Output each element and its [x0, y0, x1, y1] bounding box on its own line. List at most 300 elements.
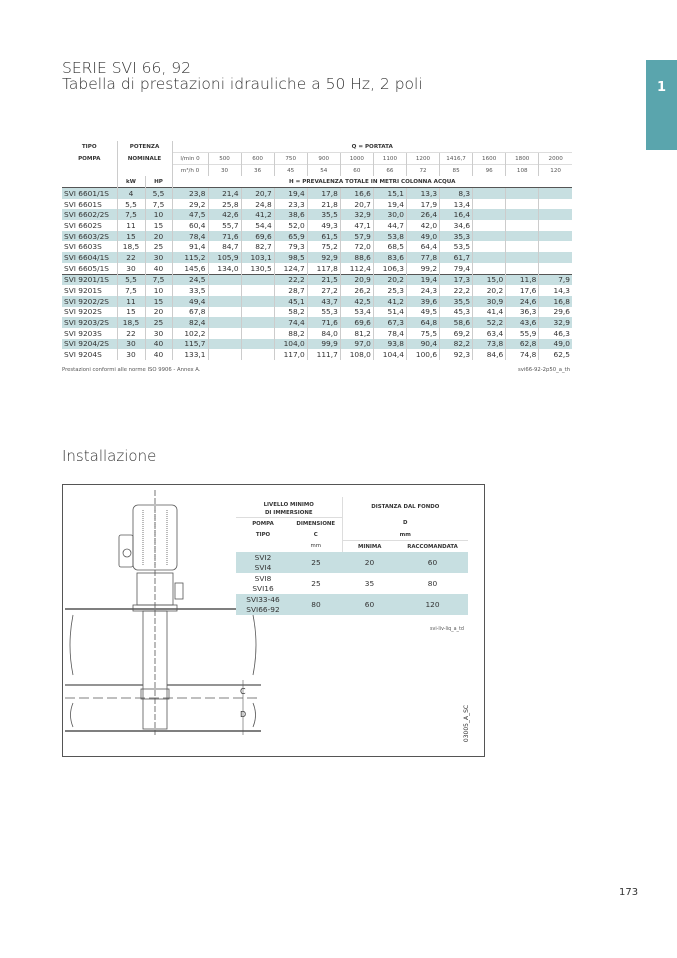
- flow-m3h: m³/h 0: [172, 165, 208, 177]
- head-cell: 41,4: [473, 307, 506, 318]
- head-cell: 102,2: [172, 328, 208, 339]
- page-title: SERIE SVI 66, 92 Tabella di prestazioni idrauliche a 50 Hz, 2 poli: [62, 59, 423, 93]
- head-cell: 44,7: [373, 220, 406, 231]
- head-cell: 49,3: [307, 220, 340, 231]
- table-row: [62, 274, 572, 285]
- head-cell: 81,2: [340, 328, 373, 339]
- head-cell: [506, 188, 539, 199]
- pump-model: SVI 9202/2S: [62, 296, 117, 307]
- flow-lmin: 1000: [340, 153, 373, 165]
- pump-model: SVI 9201S: [64, 286, 102, 296]
- head-cell: 47,5: [172, 209, 208, 220]
- head-cell: 34,6: [440, 220, 473, 231]
- head-cell: 111,7: [307, 349, 340, 360]
- head-cell: [539, 231, 572, 242]
- flow-lmin: 1200: [406, 153, 439, 165]
- head-cell: [473, 188, 506, 199]
- power-cell: 5,5: [145, 188, 172, 199]
- head-cell: 11,8: [506, 274, 539, 285]
- head-cell: 105,9: [208, 252, 241, 263]
- q-label: Q = PORTATA: [172, 141, 572, 153]
- head-cell: [506, 231, 539, 242]
- col-hp: HP: [145, 176, 172, 188]
- head-cell: 19,4: [274, 188, 307, 199]
- table-row: [236, 594, 468, 615]
- power-cell: 18,5: [117, 241, 145, 252]
- head-cell: 78,4: [172, 231, 208, 242]
- flow-lmin: 1600: [473, 153, 506, 165]
- head-cell: 88,2: [274, 328, 307, 339]
- head-cell: 20,2: [473, 285, 506, 296]
- value-rac: 80: [427, 578, 438, 588]
- h-pompa: POMPA: [236, 518, 290, 530]
- head-cell: [208, 307, 241, 318]
- head-cell: [208, 339, 241, 350]
- head-cell: 35,5: [307, 209, 340, 220]
- flow-m3h: 54: [307, 165, 340, 177]
- head-cell: 74,8: [506, 349, 539, 360]
- head-cell: 25,3: [373, 285, 406, 296]
- head-cell: 63,4: [473, 328, 506, 339]
- head-cell: 35,3: [440, 231, 473, 242]
- h-d: D: [403, 520, 408, 527]
- table-row: [62, 209, 572, 220]
- head-cell: 45,3: [440, 307, 473, 318]
- head-cell: [539, 263, 572, 274]
- value-rac: 60: [397, 552, 468, 573]
- power-cell: 11: [117, 296, 145, 307]
- head-cell: [241, 274, 274, 285]
- head-cell: 106,3: [373, 263, 406, 274]
- section-tab: 1: [646, 60, 677, 150]
- head-cell: 46,3: [539, 328, 572, 339]
- head-cell: 25,8: [208, 199, 241, 210]
- head-cell: 69,6: [241, 231, 274, 242]
- flow-lmin: 500: [208, 153, 241, 165]
- head-cell: 65,9: [274, 231, 307, 242]
- power-cell: 30: [117, 349, 145, 360]
- value-rac: 120: [397, 594, 468, 615]
- table-row: [62, 339, 572, 350]
- head-cell: 41,2: [373, 296, 406, 307]
- pump-model: SVI 9204S: [64, 350, 102, 360]
- head-cell: 90,4: [406, 339, 439, 350]
- power-cell: 7,5: [145, 199, 172, 210]
- head-cell: 19,4: [373, 199, 406, 210]
- head-cell: 24,3: [406, 285, 439, 296]
- power-cell: 25: [145, 241, 172, 252]
- power-cell: 5,5: [117, 199, 145, 210]
- pump-type-line: SVI4: [254, 562, 272, 572]
- power-cell: 5,5: [117, 274, 145, 285]
- immersion-table: [236, 497, 468, 615]
- table-row: [62, 285, 572, 296]
- pump-model: SVI 6602/2S: [62, 209, 117, 220]
- head-cell: 28,7: [274, 285, 307, 296]
- flow-lmin: 900: [307, 153, 340, 165]
- section-title: Installazione: [62, 447, 157, 465]
- label-d: D: [240, 710, 247, 719]
- head-cell: 115,2: [172, 252, 208, 263]
- head-cell: 20,2: [373, 274, 406, 285]
- table-row: [62, 252, 572, 263]
- head-cell: 98,5: [274, 252, 307, 263]
- head-cell: 49,5: [406, 307, 439, 318]
- head-cell: 55,9: [506, 328, 539, 339]
- head-cell: 71,6: [208, 231, 241, 242]
- head-cell: 19,4: [406, 274, 439, 285]
- head-cell: [539, 188, 572, 199]
- head-cell: [473, 241, 506, 252]
- head-cell: 26,4: [406, 209, 439, 220]
- head-cell: 23,3: [274, 199, 307, 210]
- flow-m3h: 36: [241, 165, 274, 177]
- head-cell: [473, 263, 506, 274]
- head-cell: 38,6: [274, 209, 307, 220]
- pump-model: SVI 6601S: [64, 199, 102, 209]
- head-cell: [473, 209, 506, 220]
- head-cell: 79,4: [440, 263, 473, 274]
- head-cell: 112,4: [340, 263, 373, 274]
- head-cell: 13,4: [440, 199, 473, 210]
- head-cell: 55,7: [208, 220, 241, 231]
- value-c: 25: [311, 578, 321, 588]
- power-cell: 30: [145, 328, 172, 339]
- head-cell: 47,1: [340, 220, 373, 231]
- head-cell: 82,2: [440, 339, 473, 350]
- head-cell: [208, 274, 241, 285]
- pump-type: [236, 573, 290, 594]
- table-row: [62, 188, 572, 199]
- power-cell: 20: [145, 231, 172, 242]
- col-nominale: NOMINALE: [117, 153, 172, 165]
- head-cell: 49,4: [172, 296, 208, 307]
- head-cell: 92,9: [307, 252, 340, 263]
- power-cell: 20: [145, 307, 172, 318]
- head-cell: 134,0: [208, 263, 241, 274]
- power-cell: 30: [117, 339, 145, 350]
- head-cell: 24,8: [241, 199, 274, 210]
- head-cell: 108,0: [340, 349, 373, 360]
- h-mm2: mm: [290, 541, 342, 553]
- power-cell: 11: [117, 220, 145, 231]
- head-cell: 20,7: [340, 199, 373, 210]
- head-cell: 99,2: [406, 263, 439, 274]
- head-cell: [241, 328, 274, 339]
- head-cell: 77,8: [406, 252, 439, 263]
- head-cell: 24,6: [506, 296, 539, 307]
- head-cell: 32,9: [340, 209, 373, 220]
- head-cell: [539, 220, 572, 231]
- head-cell: 67,8: [172, 307, 208, 318]
- head-cell: 16,8: [539, 296, 572, 307]
- head-cell: 53,4: [340, 307, 373, 318]
- pump-model: SVI 6605/1S: [64, 263, 109, 273]
- value-c: 25: [290, 552, 342, 573]
- pump-installation-drawing: [63, 485, 263, 757]
- pump-model: SVI 9204/2S: [62, 339, 117, 350]
- head-cell: 43,6: [506, 317, 539, 328]
- pump-type-line: SVI33-46: [246, 594, 280, 604]
- table-row: [62, 199, 572, 210]
- head-cell: 21,4: [208, 188, 241, 199]
- power-cell: 40: [145, 263, 172, 274]
- head-cell: [208, 328, 241, 339]
- head-cell: [241, 349, 274, 360]
- head-cell: 8,3: [440, 188, 473, 199]
- head-cell: 84,7: [208, 241, 241, 252]
- pump-model: SVI 9201/1S: [62, 274, 117, 285]
- performance-table: [62, 141, 572, 360]
- power-cell: 18,5: [117, 317, 145, 328]
- power-cell: 22: [117, 328, 145, 339]
- head-cell: [539, 199, 572, 210]
- flow-m3h: 45: [274, 165, 307, 177]
- head-cell: 26,2: [340, 285, 373, 296]
- head-cell: 45,1: [274, 296, 307, 307]
- table-row: [62, 263, 572, 274]
- head-cell: 52,2: [473, 317, 506, 328]
- head-cell: [539, 209, 572, 220]
- label-c: C: [240, 687, 246, 696]
- head-cell: [539, 241, 572, 252]
- head-cell: 60,4: [172, 220, 208, 231]
- col-potenza: POTENZA: [117, 141, 172, 153]
- head-cell: [506, 209, 539, 220]
- head-cell: 88,6: [340, 252, 373, 263]
- head-cell: 52,0: [274, 220, 307, 231]
- head-cell: 41,2: [241, 209, 274, 220]
- value-min: 20: [342, 552, 397, 573]
- head-cell: 33,5: [172, 285, 208, 296]
- head-cell: 104,4: [373, 349, 406, 360]
- head-cell: 103,1: [241, 252, 274, 263]
- head-cell: 73,8: [473, 339, 506, 350]
- power-cell: 40: [145, 349, 172, 360]
- table-row: [236, 552, 468, 573]
- head-cell: 53,8: [373, 231, 406, 242]
- head-cell: 69,2: [440, 328, 473, 339]
- head-cell: [241, 339, 274, 350]
- h-label: H = PREVALENZA TOTALE IN METRI COLONNA ACQUA: [172, 176, 572, 188]
- power-cell: 7,5: [117, 209, 145, 220]
- head-cell: 15,1: [373, 188, 406, 199]
- flow-m3h: 108: [506, 165, 539, 177]
- power-cell: 7,5: [117, 285, 145, 296]
- col-kw: kW: [117, 176, 145, 188]
- table-row: [62, 328, 572, 339]
- table-row: [236, 573, 468, 594]
- value-c: 80: [290, 594, 342, 615]
- head-cell: 58,6: [440, 317, 473, 328]
- head-cell: 17,6: [506, 285, 539, 296]
- head-cell: 117,0: [274, 349, 307, 360]
- head-cell: [241, 296, 274, 307]
- head-cell: 24,5: [172, 274, 208, 285]
- head-cell: 75,2: [307, 241, 340, 252]
- head-cell: 82,4: [172, 317, 208, 328]
- head-cell: 83,6: [373, 252, 406, 263]
- head-cell: 29,2: [172, 199, 208, 210]
- flow-m3h: 96: [473, 165, 506, 177]
- head-cell: 117,8: [307, 263, 340, 274]
- head-cell: 124,7: [274, 263, 307, 274]
- head-cell: 64,8: [406, 317, 439, 328]
- head-cell: [473, 231, 506, 242]
- col-tipo: TIPO: [81, 143, 97, 150]
- head-cell: 104,0: [274, 339, 307, 350]
- head-cell: 15,0: [473, 274, 506, 285]
- power-cell: 25: [145, 317, 172, 328]
- power-cell: 30: [145, 252, 172, 263]
- table-row: [62, 296, 572, 307]
- table-code: svi66-92-2p50_a_th: [518, 367, 571, 373]
- head-cell: 67,3: [373, 317, 406, 328]
- head-cell: [241, 307, 274, 318]
- head-cell: [208, 317, 241, 328]
- pump-model: SVI 9203S: [64, 328, 102, 338]
- pump-model: SVI 9203/2S: [62, 317, 117, 328]
- table-row: [62, 349, 572, 360]
- head-cell: 133,1: [172, 349, 208, 360]
- head-cell: 42,6: [208, 209, 241, 220]
- head-cell: 43,7: [307, 296, 340, 307]
- power-cell: 22: [117, 252, 145, 263]
- h-dimensione: DIMENSIONE: [290, 518, 342, 530]
- head-cell: 29,6: [539, 307, 572, 318]
- power-cell: 15: [117, 307, 145, 318]
- h-minima: MINIMA: [342, 541, 397, 553]
- flow-m3h: 66: [373, 165, 406, 177]
- head-cell: 68,5: [373, 241, 406, 252]
- h-livello: LIVELLO MINIMO: [263, 502, 314, 508]
- page-number: 173: [619, 887, 639, 898]
- head-cell: [506, 241, 539, 252]
- pump-model: SVI 6603/2S: [62, 231, 117, 242]
- head-cell: 23,8: [172, 188, 208, 199]
- head-cell: 39,6: [406, 296, 439, 307]
- pump-model: SVI 6602S: [64, 220, 102, 230]
- value-min: 60: [342, 594, 397, 615]
- pump-model: SVI 9202S: [64, 307, 102, 317]
- flow-lmin: 750: [274, 153, 307, 165]
- head-cell: [473, 199, 506, 210]
- flow-lmin: l/min 0: [172, 153, 208, 165]
- head-cell: 16,4: [440, 209, 473, 220]
- pump-type-line: SVI8: [254, 573, 272, 583]
- flow-m3h: 30: [208, 165, 241, 177]
- head-cell: 42,0: [406, 220, 439, 231]
- head-cell: 22,2: [274, 274, 307, 285]
- head-cell: 13,3: [406, 188, 439, 199]
- table-row: [62, 317, 572, 328]
- head-cell: 21,8: [307, 199, 340, 210]
- head-cell: 69,6: [340, 317, 373, 328]
- head-cell: 53,5: [440, 241, 473, 252]
- col-pompa: POMPA: [78, 155, 101, 162]
- footnote: Prestazioni conformi alle norme ISO 9906 - Annex A.: [62, 367, 201, 373]
- head-cell: [241, 285, 274, 296]
- head-cell: 92,3: [440, 349, 473, 360]
- head-cell: 22,2: [440, 285, 473, 296]
- head-cell: 54,4: [241, 220, 274, 231]
- head-cell: 84,6: [473, 349, 506, 360]
- drawing-code: 03005_A_SC: [463, 704, 471, 743]
- h-raccomandata: RACCOMANDATA: [397, 541, 468, 553]
- head-cell: [539, 252, 572, 263]
- head-cell: 30,0: [373, 209, 406, 220]
- power-cell: 10: [145, 209, 172, 220]
- pump-model: SVI 6601/1S: [62, 188, 117, 199]
- head-cell: [208, 349, 241, 360]
- pump-model: SVI 6603S: [64, 242, 102, 252]
- power-cell: 15: [145, 220, 172, 231]
- pump-type-line: SVI66-92: [246, 604, 280, 614]
- head-cell: 32,9: [539, 317, 572, 328]
- head-cell: 7,9: [539, 274, 572, 285]
- pump-type-line: SVI16: [252, 583, 274, 593]
- flow-m3h: 120: [539, 165, 572, 177]
- head-cell: 130,5: [241, 263, 274, 274]
- pump-type-line: SVI2: [254, 552, 272, 562]
- head-cell: 71,6: [307, 317, 340, 328]
- head-cell: [506, 199, 539, 210]
- head-cell: [506, 220, 539, 231]
- head-cell: 100,6: [406, 349, 439, 360]
- head-cell: [506, 252, 539, 263]
- head-cell: 145,6: [172, 263, 208, 274]
- head-cell: 84,0: [307, 328, 340, 339]
- head-cell: 16,6: [340, 188, 373, 199]
- head-cell: 36,3: [506, 307, 539, 318]
- head-cell: [473, 220, 506, 231]
- flow-lmin: 1100: [373, 153, 406, 165]
- immersion-table-code: svi-liv-liq_a_td: [430, 627, 464, 632]
- head-cell: 61,7: [440, 252, 473, 263]
- power-cell: 15: [117, 231, 145, 242]
- head-cell: [208, 285, 241, 296]
- power-cell: 30: [117, 263, 145, 274]
- head-cell: 61,5: [307, 231, 340, 242]
- h-mm: mm: [399, 531, 411, 538]
- power-cell: 10: [145, 285, 172, 296]
- flow-m3h: 60: [340, 165, 373, 177]
- pump-type: [236, 594, 290, 615]
- flow-lmin: 1800: [506, 153, 539, 165]
- power-cell: 15: [145, 296, 172, 307]
- head-cell: 93,8: [373, 339, 406, 350]
- flow-m3h: 85: [440, 165, 473, 177]
- head-cell: 51,4: [373, 307, 406, 318]
- table-row: [62, 241, 572, 252]
- pump-type: [236, 552, 290, 573]
- head-cell: 74,4: [274, 317, 307, 328]
- head-cell: 21,5: [307, 274, 340, 285]
- head-cell: 82,7: [241, 241, 274, 252]
- head-cell: 79,3: [274, 241, 307, 252]
- head-cell: 75,5: [406, 328, 439, 339]
- head-cell: 17,8: [307, 188, 340, 199]
- h-immersione: DI IMMERSIONE: [264, 510, 313, 516]
- head-cell: 17,9: [406, 199, 439, 210]
- table-row: [62, 220, 572, 231]
- head-cell: 49,0: [406, 231, 439, 242]
- head-cell: 30,9: [473, 296, 506, 307]
- head-cell: 64,4: [406, 241, 439, 252]
- power-cell: 40: [145, 339, 172, 350]
- head-cell: 62,5: [539, 349, 572, 360]
- head-cell: 62,8: [506, 339, 539, 350]
